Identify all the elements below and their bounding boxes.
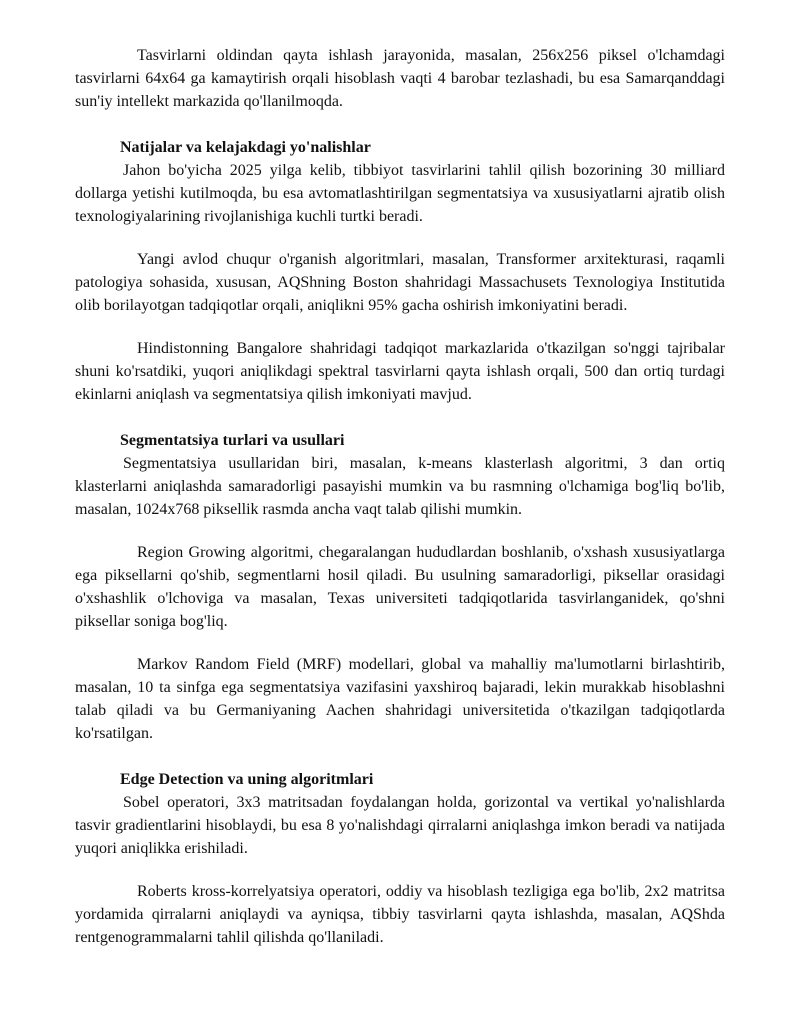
heading-edge-detection: Edge Detection va uning algoritmlari	[120, 771, 374, 788]
paragraph-market-2025: Jahon bo'yicha 2025 yilga kelib, tibbiyot tasvirlarini tahlil qilish bozorining 30 milliard dollarga yetishi kutilmoqda, bu esa avtomatlashtirilgan segmentatsiya va xususiyatlarni ajratib olish texnologiyalarining rivojlanishiga kuchli turtki beradi.	[75, 162, 725, 225]
paragraph-deep-learning: Yangi avlod chuqur o'rganish algoritmlari, masalan, Transformer arxitekturasi, raqamli patologiya sohasida, xususan, AQShning Boston shahridagi Massachusets Texnologiya Institutida olib borilayotgan tadqiqotlar orqali, aniqlikni 95% gacha oshirish imkoniyatini beradi.	[75, 251, 725, 314]
heading-segmentation-types: Segmentatsiya turlari va usullari	[120, 432, 345, 449]
paragraph-region-growing: Region Growing algoritmi, chegaralangan hududlardan boshlanib, o'xshash xususiyatlarga ega piksellarni qo'shib, segmentlarni hosil qiladi. Bu usulning samaradorligi, piksellar orasidagi o'xshashlik o'lchoviga va masalan, Texas universiteti tadqiqotlarida tasvirlanganidek, qo'shni piksellar soniga bog'liq.	[75, 544, 725, 630]
paragraph-kmeans: Segmentatsiya usullaridan biri, masalan, k-means klasterlash algoritmi, 3 dan ortiq klasterlarni aniqlashda samaradorligi pasayishi mumkin va bu rasmning o'lchamiga bog'liq bo'lib, masalan, 1024x768 piksellik rasmda ancha vaqt talab qilishi mumkin.	[75, 455, 725, 518]
paragraph-sobel: Sobel operatori, 3x3 matritsadan foydalangan holda, gorizontal va vertikal yo'nalishlarda tasvir gradientlarini hisoblaydi, bu esa 8 yo'nalishdagi qirralarni aniqlashga imkon beradi va natijada yuqori aniqlikka erishiladi.	[75, 794, 725, 857]
paragraph-bangalore: Hindistonning Bangalore shahridagi tadqiqot markazlarida o'tkazilgan so'nggi tajribalar shuni ko'rsatdiki, yuqori aniqlikdagi spektral tasvirlarni qayta ishlash orqali, 500 dan ortiq turdagi ekinlarni aniqlash va segmentatsiya qilish imkoniyati mavjud.	[75, 340, 725, 403]
paragraph-mrf: Markov Random Field (MRF) modellari, global va mahalliy ma'lumotlarni birlashtirib, masalan, 10 ta sinfga ega segmentatsiya vazifasini yaxshiroq bajaradi, lekin murakkab hisoblashni talab qiladi va bu Germaniyaning Aachen shahridagi universitetida o'tkazilgan tadqiqotlarda ko'rsatilgan.	[75, 656, 725, 742]
paragraph-roberts: Roberts kross-korrelyatsiya operatori, oddiy va hisoblash tezligiga ega bo'lib, 2x2 matritsa yordamida qirralarni aniqlaydi va ayniqsa, tibbiy tasvirlarni qayta ishlashda, masalan, AQShda rentgenogrammalarni tahlil qilishda qo'llaniladi.	[75, 883, 725, 946]
heading-results-future: Natijalar va kelajakdagi yo'nalishlar	[120, 139, 371, 156]
document-page	[75, 44, 725, 949]
paragraph-preprocessing: Tasvirlarni oldindan qayta ishlash jarayonida, masalan, 256x256 piksel o'lchamdagi tasvirlarni 64x64 ga kamaytirish orqali hisoblash vaqti 4 barobar tezlashadi, bu esa Samarqanddagi sun'iy intellekt markazida qo'llanilmoqda.	[75, 47, 725, 110]
